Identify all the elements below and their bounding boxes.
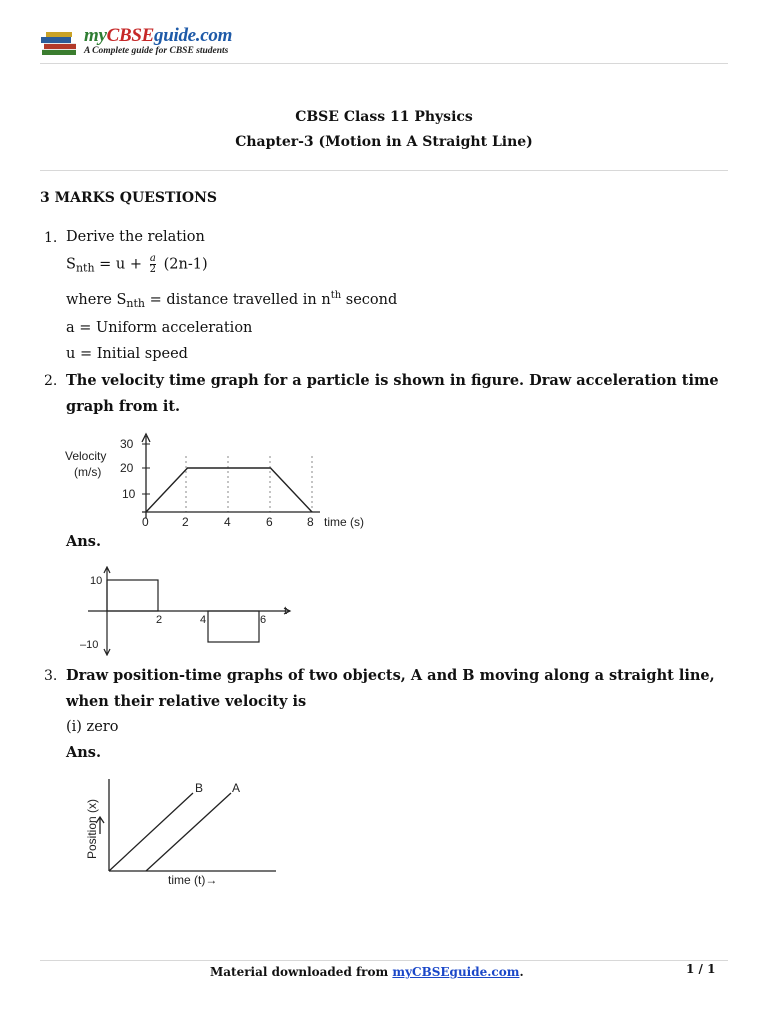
q3-part: (i) zero bbox=[66, 719, 119, 735]
q1-where bbox=[66, 290, 397, 310]
p-y-axis-label: Position (x) bbox=[85, 798, 99, 859]
y-axis-label-line1: Velocity bbox=[65, 449, 107, 463]
q1-where-pre: where S bbox=[66, 292, 127, 308]
ytick-30: 30 bbox=[120, 437, 134, 451]
q1-frac-den: 2 bbox=[149, 264, 156, 275]
footer-text bbox=[210, 965, 524, 979]
xtick-4: 4 bbox=[224, 515, 231, 529]
footer-suffix: . bbox=[519, 965, 524, 979]
brand-tagline: A Complete guide for CBSE students bbox=[84, 46, 229, 56]
q1-equation bbox=[66, 254, 208, 275]
page-number: 1 / 1 bbox=[686, 962, 716, 976]
velocity-time-graph bbox=[62, 432, 392, 532]
footer-prefix: Material downloaded from bbox=[210, 965, 393, 979]
page-title: CBSE Class 11 Physics bbox=[295, 109, 473, 125]
q1-a-line: a = Uniform acceleration bbox=[66, 320, 253, 336]
a-xtick-2: 2 bbox=[156, 614, 163, 626]
xtick-8: 8 bbox=[307, 515, 314, 529]
label-b: B bbox=[195, 781, 204, 795]
section-heading: 3 MARKS QUESTIONS bbox=[40, 190, 218, 206]
position-time-graph bbox=[80, 776, 290, 891]
q1-s: S bbox=[66, 256, 76, 273]
a-ytick-10: 10 bbox=[90, 575, 103, 587]
a-xtick-6: 6 bbox=[260, 614, 267, 626]
y-axis-label-line2: (m/s) bbox=[74, 465, 102, 479]
a-xtick-4: 4 bbox=[200, 614, 207, 626]
label-a: A bbox=[232, 781, 241, 795]
x-axis-label: time (s) bbox=[324, 515, 364, 529]
header-divider bbox=[40, 63, 728, 64]
footer-link[interactable]: myCBSEguide.com bbox=[392, 965, 520, 979]
page-subtitle: Chapter-3 (Motion in A Straight Line) bbox=[235, 134, 533, 150]
q1-s-sub: nth bbox=[75, 261, 95, 275]
q3-ans: Ans. bbox=[66, 744, 102, 761]
brand-my: my bbox=[84, 25, 107, 46]
a-x-axis-label: t bbox=[284, 605, 288, 617]
q3-number: 3. bbox=[44, 668, 58, 684]
brand-guide: guide.com bbox=[154, 25, 233, 46]
footer-divider bbox=[40, 960, 728, 961]
q1-number: 1. bbox=[44, 230, 58, 246]
q1-fraction bbox=[150, 254, 156, 275]
velocity-series-line bbox=[146, 468, 312, 512]
xtick-2: 2 bbox=[182, 515, 189, 529]
books-logo-icon bbox=[40, 29, 82, 59]
p-x-axis-label: time (t)→ bbox=[168, 873, 218, 887]
q1-where-sup: th bbox=[330, 290, 342, 301]
xtick-6: 6 bbox=[266, 515, 273, 529]
q1-where-sub: nth bbox=[126, 297, 145, 310]
q1-eq-end: (2n-1) bbox=[158, 256, 208, 273]
q1-line1: Derive the relation bbox=[66, 229, 205, 245]
q1-frac-num: a bbox=[149, 253, 156, 264]
q3-text-line1: Draw position-time graphs of two objects, A and B moving along a straight line, bbox=[66, 667, 715, 684]
q2-ans: Ans. bbox=[66, 533, 102, 550]
q3-text-line2: when their relative velocity is bbox=[66, 693, 307, 710]
title-divider bbox=[40, 170, 728, 171]
accel-bar-0-2 bbox=[107, 580, 158, 611]
brand-cbse: CBSE bbox=[106, 25, 155, 46]
line-b bbox=[109, 793, 193, 871]
acceleration-time-graph bbox=[70, 566, 310, 656]
accel-bar-4-6 bbox=[208, 611, 259, 642]
q1-u-line: u = Initial speed bbox=[66, 346, 188, 362]
a-ytick-neg10: –10 bbox=[80, 639, 99, 651]
q2-text-line1: The velocity time graph for a particle is shown in figure. Draw acceleration time bbox=[66, 372, 719, 389]
line-a bbox=[146, 793, 231, 871]
ytick-20: 20 bbox=[120, 461, 134, 475]
q1-where-mid: = distance travelled in n bbox=[144, 292, 331, 308]
q1-eq-mid: = u + bbox=[94, 256, 147, 273]
q2-number: 2. bbox=[44, 373, 58, 389]
q2-text-line2: graph from it. bbox=[66, 398, 181, 415]
xtick-0: 0 bbox=[142, 515, 149, 529]
ytick-10: 10 bbox=[122, 487, 136, 501]
q1-where-end: second bbox=[341, 292, 398, 308]
logo bbox=[40, 27, 280, 61]
